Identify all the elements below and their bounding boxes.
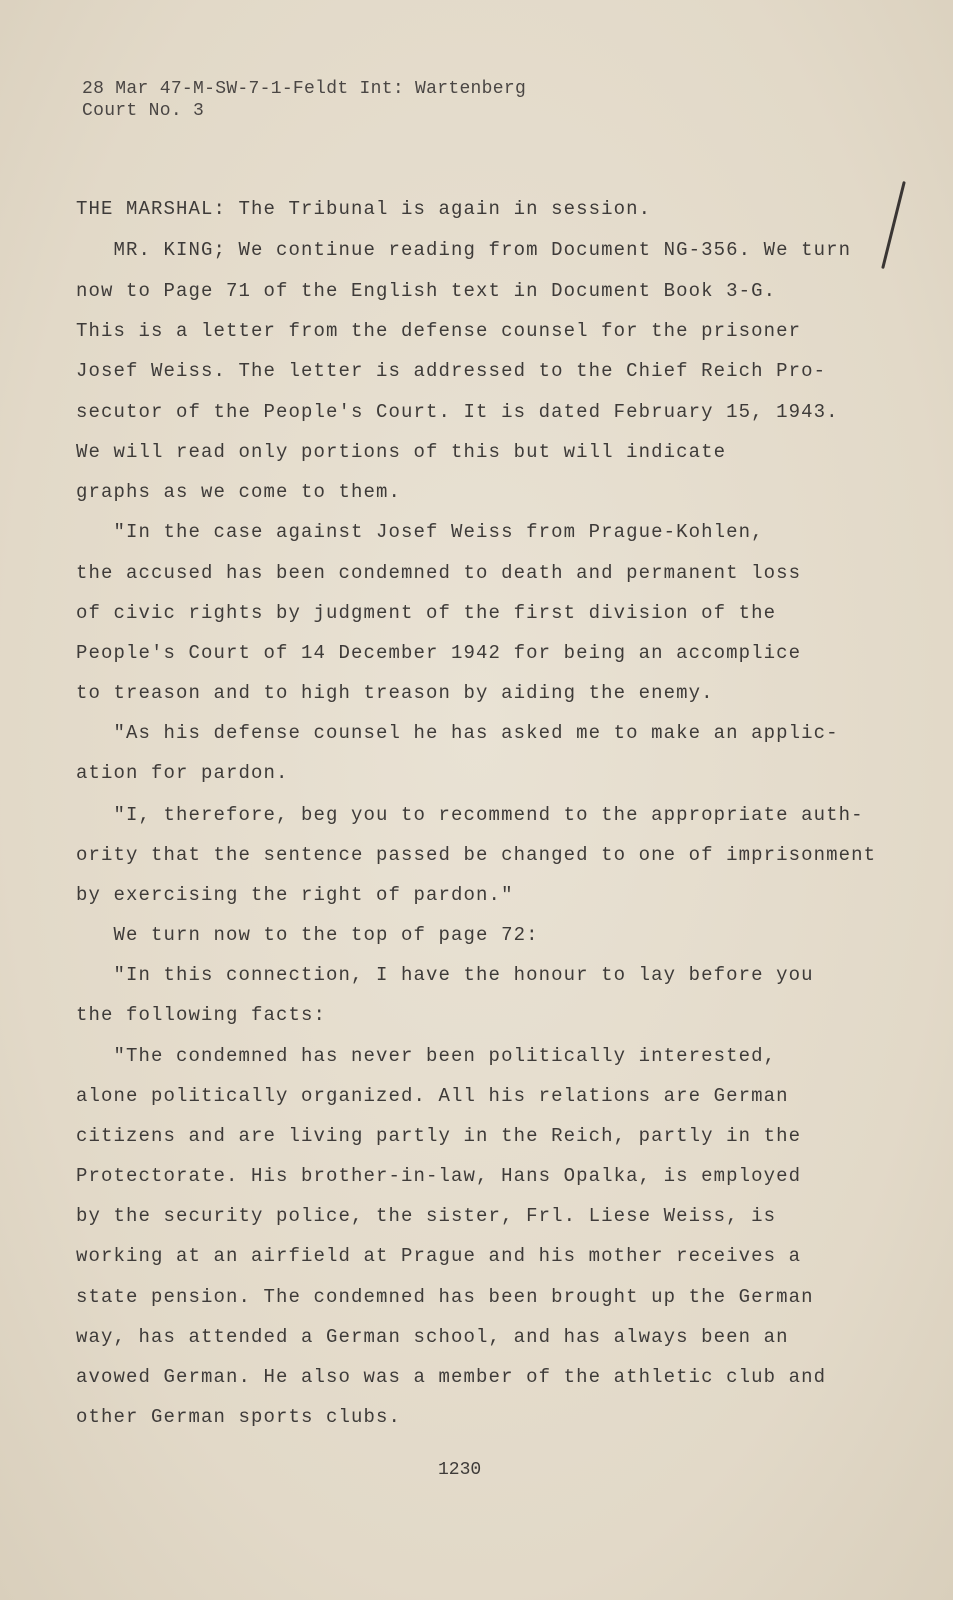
text-line: Josef Weiss. The letter is addressed to the Chief Reich Pro- [76,360,827,382]
text-line: Protectorate. His brother-in-law, Hans Opalka, is employed [76,1165,802,1187]
text-line: to treason and to high treason by aiding the enemy. [76,682,714,704]
text-line: secutor of the People's Court. It is dated February 15, 1943. [76,401,839,423]
text-line: MR. KING; We continue reading from Document NG-356. We turn [76,239,852,261]
text-line: graphs as we come to them. [76,481,402,503]
header-reference: 28 Mar 47-M-SW-7-1-Feldt Int: Wartenberg [82,79,527,99]
text-line: People's Court of 14 December 1942 for being an accomplice [76,642,802,664]
document-header [82,78,526,122]
text-line: ation for pardon. [76,762,289,784]
text-line: way, has attended a German school, and has always been an [76,1326,789,1348]
text-line: alone politically organized. All his relations are German [76,1085,789,1107]
text-line: other German sports clubs. [76,1406,402,1428]
text-line: of civic rights by judgment of the first division of the [76,602,777,624]
text-line: We will read only portions of this but will indicate [76,441,727,463]
text-line: citizens and are living partly in the Reich, partly in the [76,1125,802,1147]
text-line: "In this connection, I have the honour to lay before you [76,964,814,986]
text-line: the following facts: [76,1004,327,1026]
text-line: This is a letter from the defense counsel for the prisoner [76,320,802,342]
header-court: Court No. 3 [82,101,205,121]
text-line: ority that the sentence passed be changed to one of imprisonment [76,844,877,866]
page-number: 1230 [438,1460,482,1480]
text-line: "As his defense counsel he has asked me to make an applic- [76,722,839,744]
text-line: "I, therefore, beg you to recommend to the appropriate auth- [76,804,864,826]
text-line: state pension. The condemned has been brought up the German [76,1286,814,1308]
text-line: by exercising the right of pardon." [76,884,514,906]
text-line: THE MARSHAL: The Tribunal is again in session. [76,198,652,220]
text-line: We turn now to the top of page 72: [76,924,539,946]
text-line: "The condemned has never been politically interested, [76,1045,777,1067]
text-line: working at an airfield at Prague and his mother receives a [76,1245,802,1267]
text-line: the accused has been condemned to death and permanent loss [76,562,802,584]
text-line: by the security police, the sister, Frl. Liese Weiss, is [76,1205,777,1227]
text-line: now to Page 71 of the English text in Document Book 3-G. [76,280,777,302]
text-line: avowed German. He also was a member of the athletic club and [76,1366,827,1388]
margin-pencil-mark [881,181,906,269]
text-line: "In the case against Josef Weiss from Prague-Kohlen, [76,521,764,543]
